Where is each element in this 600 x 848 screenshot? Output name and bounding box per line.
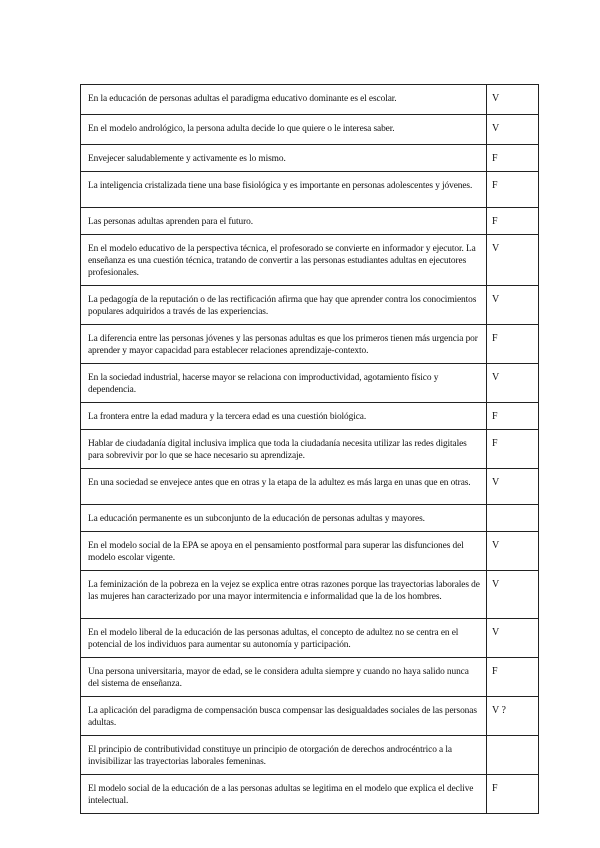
statement-cell: Hablar de ciudadanía digital inclusiva implica que toda la ciudadanía necesita utilizar las redes digitales para sobrevivir por lo que se hace necesario su aprendizaje. [81,430,487,469]
answer-cell: F [487,775,539,814]
statement-cell: La pedagogía de la reputación o de las rectificación afirma que hay que aprender contra los conocimientos populares adquiridos a través de las experiencias. [81,286,487,325]
table-row [81,172,539,208]
answer-cell: V ? [487,697,539,736]
answer-cell: V [487,619,539,658]
table-row [81,571,539,619]
statement-cell: En el modelo liberal de la educación de las personas adultas, el concepto de adultez no se centra en el potencial de los individuos para aumentar su autonomía y participación. [81,619,487,658]
answer-cell: F [487,403,539,430]
table-row [81,403,539,430]
answer-cell [487,505,539,532]
table-row [81,286,539,325]
statement-cell: En el modelo andrológico, la persona adulta decide lo que quiere o le interesa saber. [81,115,487,145]
table-row [81,145,539,172]
table-row [81,208,539,235]
answer-cell: F [487,145,539,172]
table-row [81,697,539,736]
table-row [81,619,539,658]
statement-cell: La frontera entre la edad madura y la tercera edad es una cuestión biológica. [81,403,487,430]
table-row [81,364,539,403]
table-row [81,85,539,115]
answer-cell: V [487,364,539,403]
answer-cell: V [487,235,539,286]
answer-cell: V [487,571,539,619]
statement-cell: El modelo social de la educación de a las personas adultas se legitima en el modelo que explica el declive intelectual. [81,775,487,814]
answer-cell: F [487,208,539,235]
table-row [81,469,539,505]
statement-cell: En una sociedad se envejece antes que en otras y la etapa de la adultez es más larga en unas que en otras. [81,469,487,505]
statement-cell: En la sociedad industrial, hacerse mayor se relaciona con improductividad, agotamiento físico y dependencia. [81,364,487,403]
statement-cell: En el modelo social de la EPA se apoya en el pensamiento postformal para superar las disfunciones del modelo escolar vigente. [81,532,487,571]
table-body [81,85,539,814]
statement-cell: Envejecer saludablemente y activamente es lo mismo. [81,145,487,172]
answer-cell [487,736,539,775]
table-row [81,775,539,814]
table-row [81,325,539,364]
table-row [81,658,539,697]
answer-cell: V [487,85,539,115]
table-row [81,736,539,775]
answer-cell: V [487,469,539,505]
statement-cell: En la educación de personas adultas el paradigma educativo dominante es el escolar. [81,85,487,115]
statement-cell: En el modelo educativo de la perspectiva técnica, el profesorado se convierte en informador y ejecutor. La enseñanza es una cuestión técnica, tratando de convertir a las personas estudiantes adultas en ejecutores profesionales. [81,235,487,286]
statement-cell: La inteligencia cristalizada tiene una base fisiológica y es importante en personas adolescentes y jóvenes. [81,172,487,208]
answer-cell: F [487,172,539,208]
statement-cell: La diferencia entre las personas jóvenes y las personas adultas es que los primeros tienen más urgencia por aprender y mayor capacidad para establecer relaciones aprendizaje-contexto. [81,325,487,364]
answer-cell: V [487,115,539,145]
statement-cell: La educación permanente es un subconjunto de la educación de personas adultas y mayores. [81,505,487,532]
answer-cell: F [487,325,539,364]
answer-cell: V [487,532,539,571]
statement-cell: Las personas adultas aprenden para el futuro. [81,208,487,235]
table-row [81,235,539,286]
statement-cell: El principio de contributividad constituye un principio de otorgación de derechos androcéntrico a la invisibilizar las trayectorias laborales femeninas. [81,736,487,775]
answer-cell: V [487,286,539,325]
true-false-table [80,84,539,814]
table-row [81,505,539,532]
statement-cell: La aplicación del paradigma de compensación busca compensar las desigualdades sociales de las personas adultas. [81,697,487,736]
statement-cell: La feminización de la pobreza en la vejez se explica entre otras razones porque las trayectorias laborales de las mujeres han caracterizado por una mayor intermitencia e informalidad que la de los hombres. [81,571,487,619]
answer-cell: F [487,658,539,697]
table-row [81,115,539,145]
answer-cell: F [487,430,539,469]
table-row [81,430,539,469]
table-row [81,532,539,571]
statement-cell: Una persona universitaria, mayor de edad, se le considera adulta siempre y cuando no haya salido nunca del sistema de enseñanza. [81,658,487,697]
